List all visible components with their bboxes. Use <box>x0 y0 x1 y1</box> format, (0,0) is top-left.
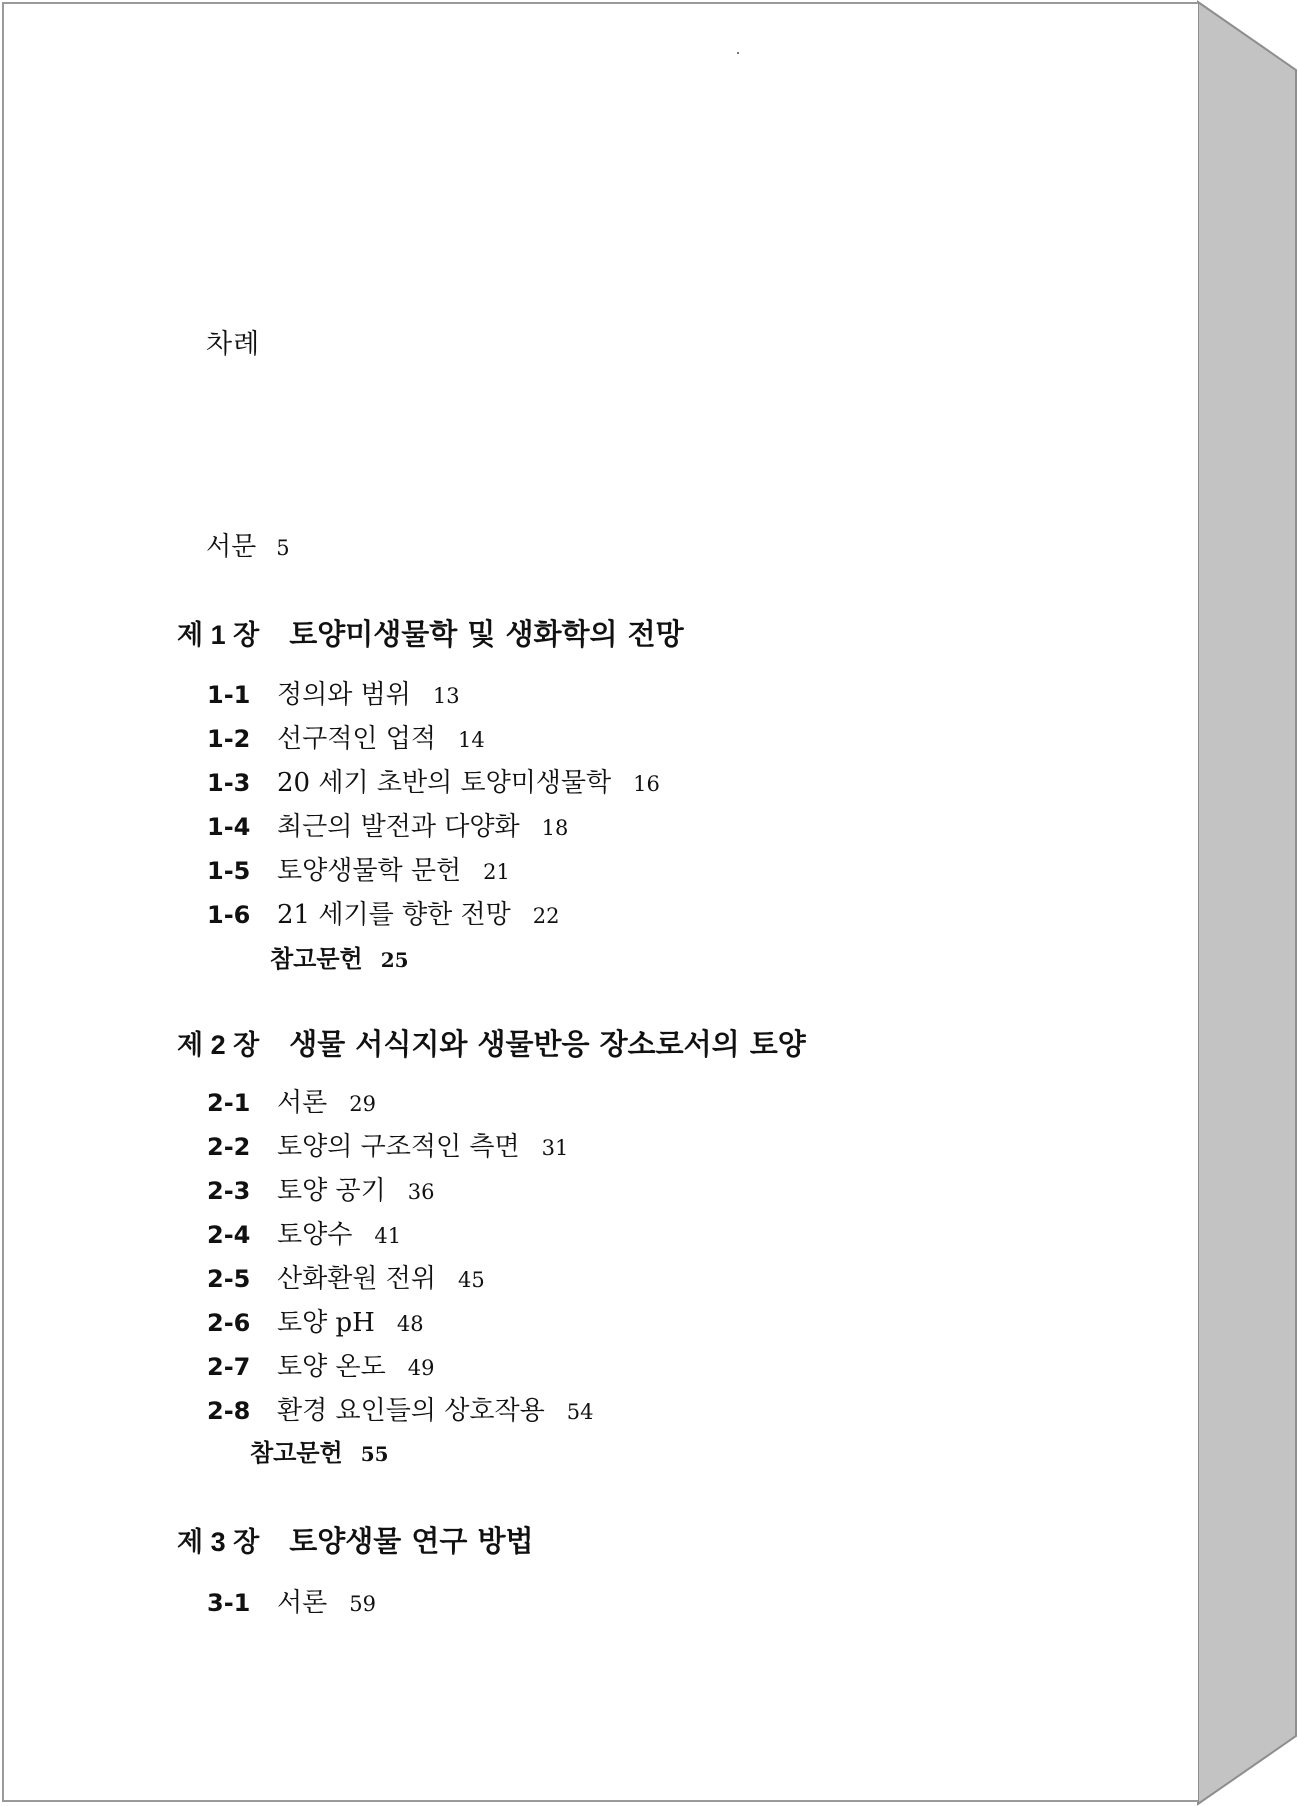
page-number: 49 <box>407 1356 435 1380</box>
page-number: 13 <box>432 684 460 708</box>
section-title: 토양생물학 문헌 <box>277 856 462 886</box>
toc-entry[interactable] <box>207 1126 568 1163</box>
section-number: 1-6 <box>207 901 251 929</box>
section-title: 최근의 발전과 다양화 <box>277 812 520 842</box>
section-number: 2-8 <box>207 1397 251 1425</box>
toc-entry[interactable] <box>207 1302 424 1339</box>
chapter-title: 토양미생물학 및 생화학의 전망 <box>289 617 684 651</box>
section-number: 2-3 <box>207 1177 251 1205</box>
toc-entry[interactable] <box>207 1258 485 1295</box>
chapter-title: 토양생물 연구 방법 <box>289 1524 534 1558</box>
page-number: 29 <box>349 1092 376 1116</box>
page-number: 31 <box>541 1136 569 1160</box>
section-number: 1-1 <box>207 681 251 709</box>
chapter-heading-2[interactable] <box>177 1022 806 1063</box>
preface-title: 서문 <box>206 532 257 562</box>
section-title: 정의와 범위 <box>277 680 411 710</box>
section-number: 1-4 <box>207 813 251 841</box>
chapter-heading-3[interactable] <box>177 1519 534 1560</box>
toc-entry[interactable] <box>207 894 559 931</box>
section-number: 2-1 <box>207 1089 251 1117</box>
section-number: 3-1 <box>207 1589 251 1617</box>
section-title: 토양수 <box>277 1220 353 1250</box>
section-number: 2-6 <box>207 1309 251 1337</box>
toc-entry[interactable] <box>207 1170 434 1207</box>
section-title: 21 세기를 향한 전망 <box>277 900 511 930</box>
chapter-number: 제 2 장 <box>177 1030 260 1060</box>
section-title: 산화환원 전위 <box>277 1264 436 1294</box>
section-title: 환경 요인들의 상호작용 <box>277 1396 545 1426</box>
page-number: 48 <box>396 1312 424 1336</box>
toc-entry[interactable] <box>207 718 485 755</box>
chapter-heading-1[interactable] <box>177 612 684 653</box>
page-title: 차례 <box>206 329 261 360</box>
section-number: 1-2 <box>207 725 251 753</box>
page-number: 5 <box>276 536 290 560</box>
section-title: 선구적인 업적 <box>277 724 436 754</box>
section-number: 2-7 <box>207 1353 251 1381</box>
toc-entry-references[interactable] <box>270 939 409 974</box>
section-number: 2-5 <box>207 1265 251 1293</box>
toc-entry[interactable] <box>207 762 660 799</box>
page-number: 25 <box>380 948 409 972</box>
page-number: 59 <box>349 1592 376 1616</box>
page-number: 18 <box>541 816 569 840</box>
section-number: 2-2 <box>207 1133 251 1161</box>
page-number: 36 <box>407 1180 435 1204</box>
section-number: 2-4 <box>207 1221 251 1249</box>
section-title: 토양 pH <box>277 1308 375 1338</box>
section-title: 토양 공기 <box>277 1176 386 1206</box>
section-title: 서론 <box>277 1088 328 1118</box>
references-title: 참고문헌 <box>250 1438 343 1467</box>
page-number: 21 <box>483 860 510 884</box>
page-number: 41 <box>374 1224 402 1248</box>
scan-speck <box>737 52 739 54</box>
chapter-title: 생물 서식지와 생물반응 장소로서의 토양 <box>289 1027 806 1061</box>
toc-entry-preface[interactable] <box>206 526 290 563</box>
section-title: 서론 <box>277 1588 328 1618</box>
toc-entry[interactable] <box>207 850 510 887</box>
section-title: 토양의 구조적인 측면 <box>277 1132 520 1162</box>
references-title: 참고문헌 <box>270 944 363 973</box>
toc-entry-references[interactable] <box>250 1433 389 1468</box>
page-number: 55 <box>360 1442 389 1466</box>
toc-page <box>2 2 1198 1802</box>
chapter-number: 제 1 장 <box>177 620 260 650</box>
chapter-number: 제 3 장 <box>177 1527 260 1557</box>
section-title: 토양 온도 <box>277 1352 386 1382</box>
page-number: 22 <box>532 904 560 928</box>
page-number: 54 <box>566 1400 594 1424</box>
section-title: 20 세기 초반의 토양미생물학 <box>277 768 612 798</box>
toc-entry[interactable] <box>207 1390 593 1427</box>
section-number: 1-3 <box>207 769 251 797</box>
page-number: 45 <box>457 1268 485 1292</box>
toc-entry[interactable] <box>207 1346 434 1383</box>
page-number: 16 <box>633 772 660 796</box>
page-number: 14 <box>457 728 485 752</box>
toc-entry[interactable] <box>207 1082 376 1119</box>
toc-entry[interactable] <box>207 674 460 711</box>
toc-entry[interactable] <box>207 1214 401 1251</box>
toc-entry[interactable] <box>207 806 568 843</box>
toc-entry[interactable] <box>207 1582 376 1619</box>
section-number: 1-5 <box>207 857 251 885</box>
